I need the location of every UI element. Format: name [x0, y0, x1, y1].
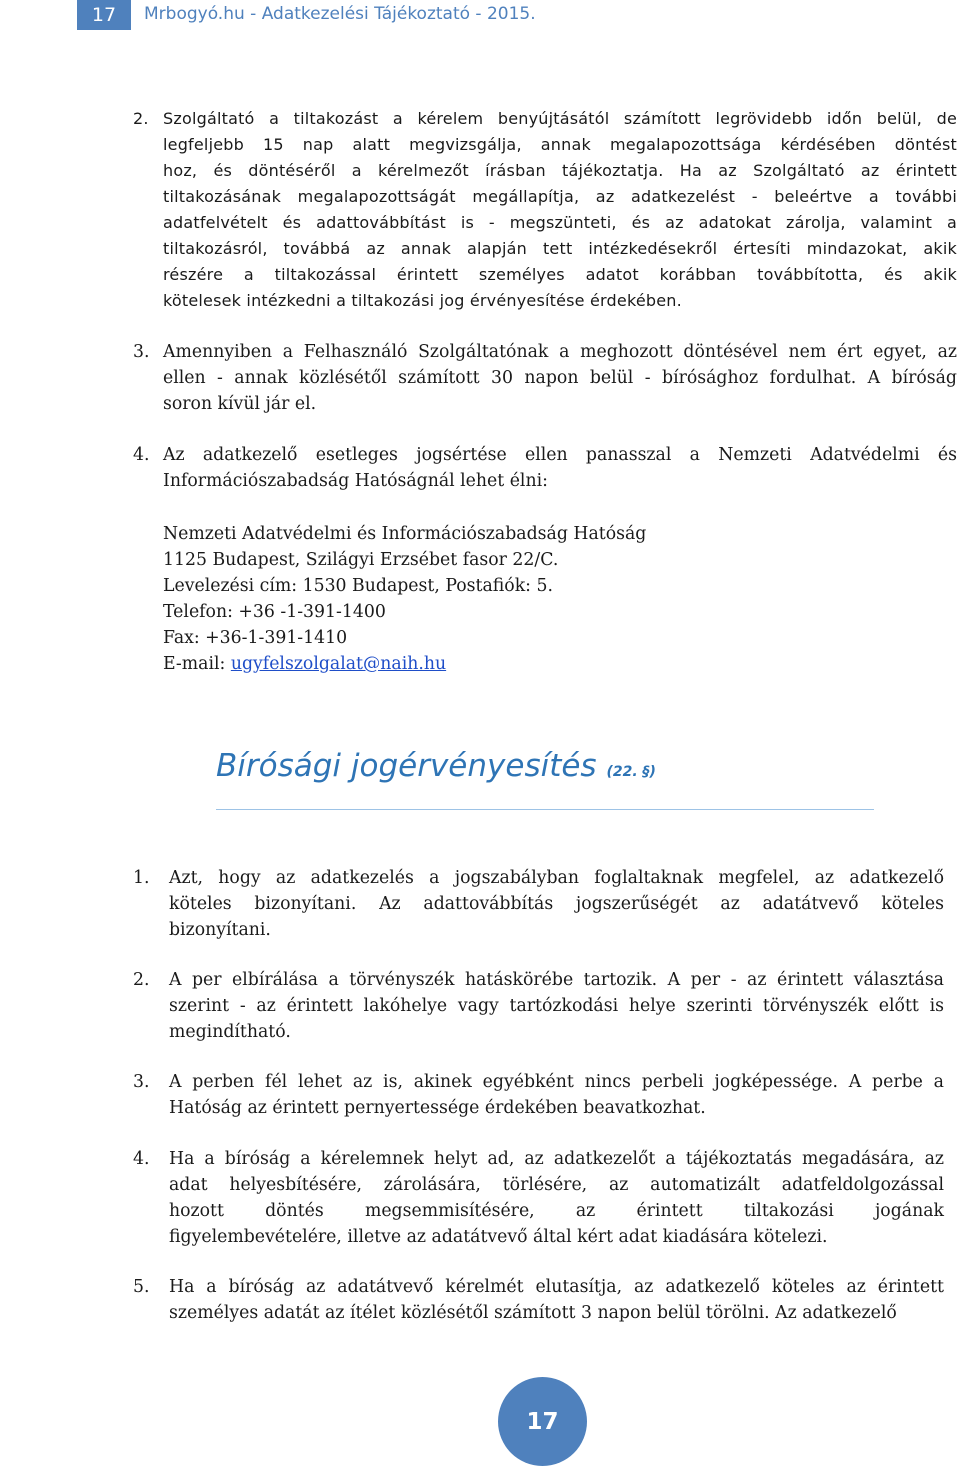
text-line: tiltakozásának megalapozottságát megállapítja, az adatkezelést - beleértve a további	[163, 187, 957, 206]
email-label: E-mail:	[163, 654, 231, 674]
page-header	[0, 0, 960, 30]
text-line: kötelesek intézkedni a tiltakozási jog érvényesítése érdekében.	[163, 291, 682, 310]
text-line: Ha a bíróság a kérelemnek helyt ad, az adatkezelőt a tájékoztatás megadására, az	[169, 1149, 944, 1169]
header-title: Mrbogyó.hu - Adatkezelési Tájékoztató - 2015.	[144, 4, 536, 24]
authority-fax: Fax: +36-1-391-1410	[163, 628, 348, 648]
item-number: 4.	[133, 445, 150, 465]
text-line: A per elbírálása a törvényszék hatáskörébe tartozik. A per - az érintett választása	[169, 970, 944, 990]
item-number: 3.	[133, 342, 150, 362]
text-line: figyelembevételére, illetve az adatátvevő által kért adat kiadására kötelezi.	[169, 1227, 828, 1247]
text-line: tiltakozásról, továbbá az annak alapján tett intézkedésekről értesíti mindazokat, akik	[163, 239, 957, 258]
text-line: adatfelvételt és adattovábbítást is - megszünteti, és az adatokat zárolja, valamint a	[163, 213, 957, 232]
text-line: köteles bizonyítani. Az adattovábbítás jogszerűségét az adatátvevő köteles	[169, 894, 944, 914]
authority-email-line	[163, 651, 646, 677]
item-text	[169, 1274, 944, 1326]
text-line: Szolgáltató a tiltakozást a kérelem benyújtásától számított legrövidebb időn belül, de	[163, 109, 957, 128]
text-line: Az adatkezelő esetleges jogsértése ellen panasszal a Nemzeti Adatvédelmi és	[163, 445, 957, 465]
section-title: Bírósági jogérvényesítés	[216, 748, 597, 784]
text-line: bizonyítani.	[169, 920, 271, 940]
section-heading	[216, 748, 656, 784]
item-text	[169, 1146, 944, 1250]
text-line: hoz, és döntéséről a kérelmezőt írásban tájékoztatja. Ha az Szolgáltató az érintett	[163, 161, 957, 180]
header-page-number: 17	[77, 0, 131, 30]
text-line: hozott döntés megsemmisítésére, az érintett tiltakozási jogának	[169, 1201, 944, 1221]
text-line: legfeljebb 15 nap alatt megvizsgálja, annak megalapozottsága kérdésében döntést	[163, 135, 957, 154]
heading-underline	[216, 809, 874, 810]
text-line: szerint - az érintett lakóhelye vagy tartózkodási helye szerinti törvényszék előtt is	[169, 996, 944, 1016]
section-reference: (22. §)	[606, 764, 656, 780]
item-number: 3.	[133, 1072, 150, 1092]
authority-contact-block	[163, 521, 646, 677]
item-text	[163, 339, 957, 417]
item-number: 5.	[133, 1277, 150, 1297]
item-number: 2.	[133, 109, 149, 128]
text-line: személyes adatát az ítélet közlésétől számított 3 napon belül törölni. Az adatkezelő	[169, 1303, 897, 1323]
authority-postal-address: Levelezési cím: 1530 Budapest, Postafiók: 5.	[163, 576, 553, 596]
text-line: soron kívül jár el.	[163, 394, 317, 414]
text-line: Amennyiben a Felhasználó Szolgáltatónak a meghozott döntésével nem ért egyet, az	[163, 342, 957, 362]
item-text	[163, 442, 957, 494]
email-link[interactable]: ugyfelszolgalat@naih.hu	[230, 654, 447, 674]
item-text	[169, 1069, 944, 1121]
text-line: adat helyesbítésére, zárolására, törlésére, az automatizált adatfeldolgozással	[169, 1175, 944, 1195]
text-line: Információszabadság Hatóságnál lehet élni:	[163, 471, 548, 491]
footer-page-number: 17	[498, 1377, 587, 1466]
text-line: Ha a bíróság az adatátvevő kérelmét elutasítja, az adatkezelő köteles az érintett	[169, 1277, 944, 1297]
item-number: 2.	[133, 970, 150, 990]
authority-address: 1125 Budapest, Szilágyi Erzsébet fasor 22/C.	[163, 550, 559, 570]
item-text	[169, 865, 944, 943]
item-text	[169, 967, 944, 1045]
text-line: A perben fél lehet az is, akinek egyébként nincs perbeli jogképessége. A perbe a	[169, 1072, 944, 1092]
item-text	[163, 106, 957, 314]
item-number: 4.	[133, 1149, 150, 1169]
text-line: részére a tiltakozással érintett személyes adatot korábban továbbította, és akik	[163, 265, 957, 284]
text-line: ellen - annak közlésétől számított 30 napon belül - bírósághoz fordulhat. A bíróság	[163, 368, 957, 388]
authority-name: Nemzeti Adatvédelmi és Információszabadság Hatóság	[163, 524, 647, 544]
item-number: 1.	[133, 868, 150, 888]
text-line: Azt, hogy az adatkezelés a jogszabályban foglaltaknak megfelel, az adatkezelő	[169, 868, 944, 888]
text-line: megindítható.	[169, 1022, 291, 1042]
authority-phone: Telefon: +36 -1-391-1400	[163, 602, 386, 622]
text-line: Hatóság az érintett pernyertessége érdekében beavatkozhat.	[169, 1098, 706, 1118]
